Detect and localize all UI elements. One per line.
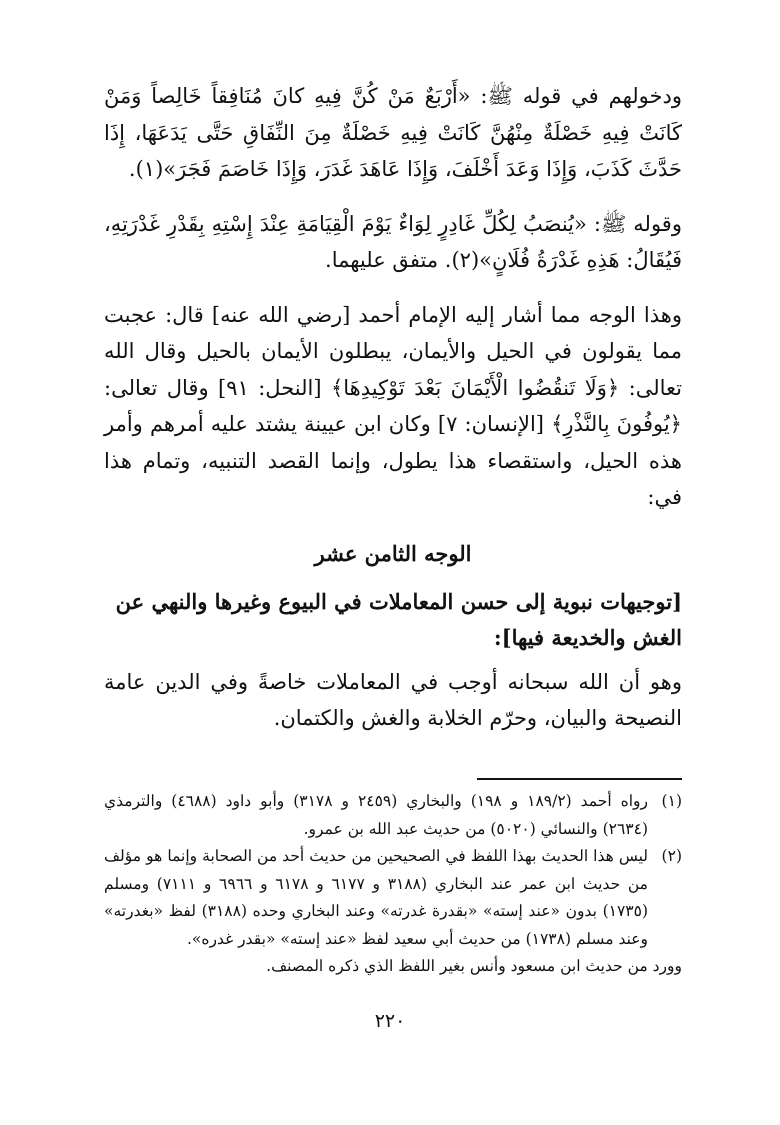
- paragraph-imam-ahmad: وهذا الوجه مما أشار إليه الإمام أحمد [رضي الله عنه] قال: عجبت مما يقولون في الحيل والأيمان، يبطلون الأيمان بالحيل وقال الله تعالى: ﴿وَلَا تَنقُضُوا الْأَيْمَانَ بَعْدَ تَوْكِيدِهَا﴾ [النحل: ٩١] وقال تعالى: ﴿يُوفُونَ بِالنَّذْرِ﴾ [الإنسان: ٧] وكان ابن عيينة يشتد عليه أمرهم وأمر هذه الحيل، واستقصاء هذا يطول، وإنما القصد التنبيه، وتمام هذا في:: [104, 302, 682, 509]
- footnote-2: [104, 843, 682, 953]
- footnote-number: (٢): [661, 847, 682, 865]
- section-heading: الوجه الثامن عشر: [314, 540, 472, 566]
- page-number: ٢٢٠: [374, 1010, 406, 1032]
- sub-heading: [توجيهات نبوية إلى حسن المعاملات في البيوع وغيرها والنهي عن الغش والخديعة فيها]:: [115, 588, 682, 650]
- footnote-text: ليس هذا الحديث بهذا اللفظ في الصحيحين من حديث أحد من الصحابة وإنما هو مؤلف من حديث ابن عمر عند البخاري (٣١٨٨ و ٦١٧٧ و ٦١٧٨ و ٦٩٦٦ و ٧١١١) ومسلم (١٧٣٥) بدون «عند إسته» «بقدرة غدرته» وعند البخاري وحده (٣١٨٨) لفظ «بغدرته» وعند مسلم (١٧٣٨) من حديث أبي سعيد لفظ «عند إسته» «بقدر غدره».: [104, 847, 648, 948]
- paragraph-hadith-ghadir: وقوله ﷺ: «يُنصَبُ لِكُلِّ غَادِرٍ لِوَاءٌ يَوْمَ الْقِيَامَةِ عِنْدَ إِسْتِهِ بِقَدْرِ غَدْرَتِهِ، فَيُقَالُ: هَذِهِ غَدْرَةُ فُلَانٍ»(٢). متفق عليهما.: [104, 211, 682, 272]
- footnotes: [104, 788, 682, 981]
- footnote-text: وورد من حديث ابن مسعود وأنس بغير اللفظ الذي ذكره المصنف.: [266, 957, 682, 975]
- footnote-1: [104, 788, 682, 843]
- paragraph-muamalat: وهو أن الله سبحانه أوجب في المعاملات خاصةً وفي الدين عامة النصيحة والبيان، وحرّم الخلابة والغش والكتمان.: [104, 669, 682, 730]
- footnote-divider: [477, 778, 682, 780]
- footnote-text: رواه أحمد (١٨٩/٢ و ١٩٨) والبخاري (٢٤٥٩ و ٣١٧٨) وأبو داود (٤٦٨٨) والترمذي (٢٦٣٤) والنسائي (٥٠٢٠) من حديث عبد الله بن عمرو.: [104, 792, 648, 838]
- paragraph-hadith-munafiq: ودخولهم في قوله ﷺ: «أَرْبَعٌ مَنْ كُنَّ فِيهِ كانَ مُنَافِقاً خَالِصاً وَمَنْ كَانَتْ فِيهِ خَصْلَةٌ مِنْهُنَّ كَانَتْ فِيهِ خَصْلَةٌ مِنَ النِّفَاقِ حَتَّى يَدَعَهَا، إِذَا حَدَّثَ كَذَبَ، وَإِذَا وَعَدَ أَخْلَفَ، وَإِذَا عَاهَدَ غَدَرَ، وَإِذَا خَاصَمَ فَجَرَ»(١).: [104, 84, 682, 181]
- footnote-2-continuation: [104, 953, 682, 981]
- footnote-number: (١): [661, 792, 682, 810]
